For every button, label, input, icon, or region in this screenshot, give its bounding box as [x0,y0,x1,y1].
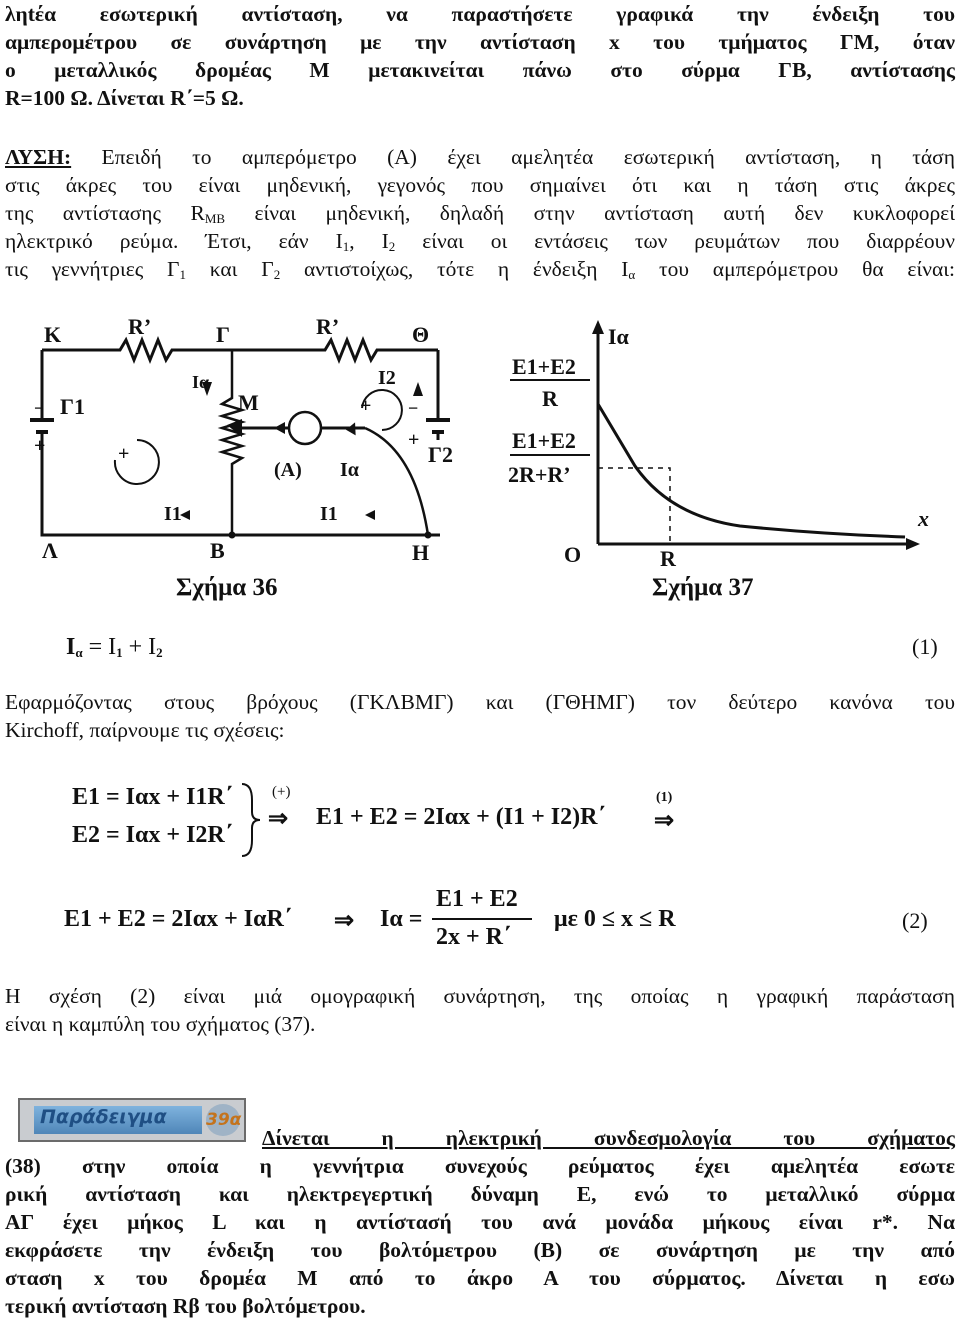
loop-sign: + [118,443,130,465]
equation-2-tag: (2) [902,908,928,933]
current-label: I2 [378,367,396,389]
node-H: H [412,540,430,565]
axis-label-x: x [918,506,929,531]
loop-sign: + [360,395,372,417]
fraction-bar [432,918,532,920]
solution-line: ΛΥΣΗ: Επειδή το αμπερόμετρο (Α) έχει αμελητέα εσωτερική αντίσταση, η τάση [5,145,955,169]
value-denominator: 2R+R’ [508,462,571,487]
current-label: Ια [192,372,210,392]
figure-37-graph [500,316,950,576]
equation-sum: E1 + E2 = 2Iαx + (I1 + I2)R΄ [316,804,606,830]
example-badge-text: Παράδειγμα [40,1106,167,1128]
axis-label-y: Ια [608,324,629,349]
intro-line: R=100 Ω. Δίνεται R΄=5 Ω. [5,86,244,110]
fraction-numerator: E1 + E2 [436,886,518,912]
intro-paragraph [5,0,955,112]
example-line: Δίνεται η ηλεκτρική συνδεσμολογία του σχήματος [262,1126,955,1150]
intro-line: ο μεταλλικός δρομέας Μ μετακινείται πάνω στο σύρμα ΓΒ, αντίστασης [5,58,955,82]
text-line: Η σχέση (2) είναι μιά ομογραφική συνάρτηση, της οποίας η γραφική παράσταση [5,984,955,1008]
generator-label: Γ2 [428,442,453,467]
implies-icon: ⇒ [654,808,675,834]
kirchhoff-paragraph [5,688,955,744]
node-B: B [210,538,225,563]
equation-e1: E1 = Iαx + I1R΄ [72,784,233,810]
figure-37-caption: Σχήμα 37 [652,574,754,601]
example-badge [18,1098,246,1142]
implies-icon: ⇒ [268,806,289,832]
node-Theta: Θ [412,322,430,347]
value-denominator: R [542,386,558,411]
polarity-sign: − [408,398,419,418]
node-Lambda: Λ [42,538,58,563]
ammeter-label: (A) [274,459,302,481]
eq1-tag-small: (1) [656,790,673,805]
current-label: I1 [164,503,182,525]
solution-line: τις γεννήτριες $\Gamma_1$ και $\Gamma_2$ αντιστοίχως, τότε η ένδειξη $I_\alpha$ του αμπερόμετρου θα είναι: [5,257,955,282]
figure-36-circuit [20,310,490,580]
example-badge-number: 39α [206,1104,240,1136]
figure-36-caption: Σχήμα 36 [176,574,278,601]
solution-line: στις άκρες του είναι μηδενική, γεγονός που σημαίνει ότι και η τάση στις άκρες [5,173,955,197]
text-line: είναι η καμπύλη του σχήματος (37). [5,1012,316,1036]
current-label: Ια [340,459,359,481]
brace-icon [238,780,262,860]
node-K: K [44,322,62,347]
equation-1-tag: (1) [912,634,938,659]
intro-line: ληtέα εσωτερική αντίσταση, να παραστήσετε γραφικά την ένδειξη του [5,2,955,26]
resistor-label: R’ [316,314,340,339]
example-paragraph [5,1152,955,1320]
example-line: σταση x του δρομέα Μ από το άκρο Α του σύρματος. Δίνεται η εσω [5,1266,955,1290]
intro-line: αμπερομέτρου σε συνάρτηση με την αντίσταση x του τμήματος ΓΜ, όταν [5,30,955,54]
sum-tag: (+) [272,784,291,800]
equation-1: $I_\alpha = I_1 + I_2$ [66,634,163,660]
origin-label: O [564,542,582,567]
slider-label: M [238,390,259,415]
example-line: ΑΓ έχει μήκος L και η αντίστασή του ανά μονάδα μήκους είναι r*. Να [5,1210,955,1234]
example-line: τερική αντίσταση Rβ του βολτόμετρου. [5,1294,366,1318]
solution-line: της αντίστασης $R_{MB}$ είναι μηδενική, δηλαδή στην αντίσταση αυτή δεν κυκλοφορεί [5,201,955,226]
value-numerator: E1+E2 [512,428,576,453]
tick-label-R: R [660,546,676,571]
solution-paragraph [5,143,955,283]
fraction-denominator: 2x + R΄ [436,924,511,950]
solution-label: ΛΥΣΗ: [5,145,72,169]
node-Gamma: Γ [216,322,230,347]
solution-line: ηλεκτρικό ρεύμα. Έτσι, εάν $I_1$, $I_2$ είναι οι εντάσεις των ρευμάτων που διαρρέουν [5,229,955,254]
equation-2-ia: Iα = [380,906,423,932]
implies-icon: ⇒ [334,908,355,934]
equation-e2: E2 = Iαx + I2R΄ [72,822,233,848]
value-numerator: E1+E2 [512,354,576,379]
polarity-sign: + [34,435,46,457]
text-line: Εφαρμόζοντας στους βρόχους (ΓΚΛΒΜΓ) και (ΓΘΗΜΓ) τον δεύτερο κανόνα του [5,690,955,714]
current-label: I1 [320,503,338,525]
polarity-sign: − [34,398,45,418]
resistor-label: R’ [128,314,152,339]
generator-label: Γ1 [60,394,85,419]
conclusion-paragraph [5,982,955,1038]
equation-2-range: με 0 ≤ x ≤ R [554,906,676,932]
text-line: Kirchoff, παίρνουμε τις σχέσεις: [5,718,285,742]
example-line: ρική αντίσταση και ηλεκτρεγερτική δύναμη Ε, ενώ το μεταλλικό σύρμα [5,1182,955,1206]
example-line: (38) στην οποία η γεννήτρια συνεχούς ρεύματος έχει αμελητέα εσωτε [5,1154,955,1178]
equation-2-left: E1 + E2 = 2Iαx + IαR΄ [64,906,292,932]
example-line: εκφράσετε την ένδειξη του βολτόμετρου (Β) σε συνάρτηση με την από [5,1238,955,1262]
polarity-sign: + [408,429,420,451]
